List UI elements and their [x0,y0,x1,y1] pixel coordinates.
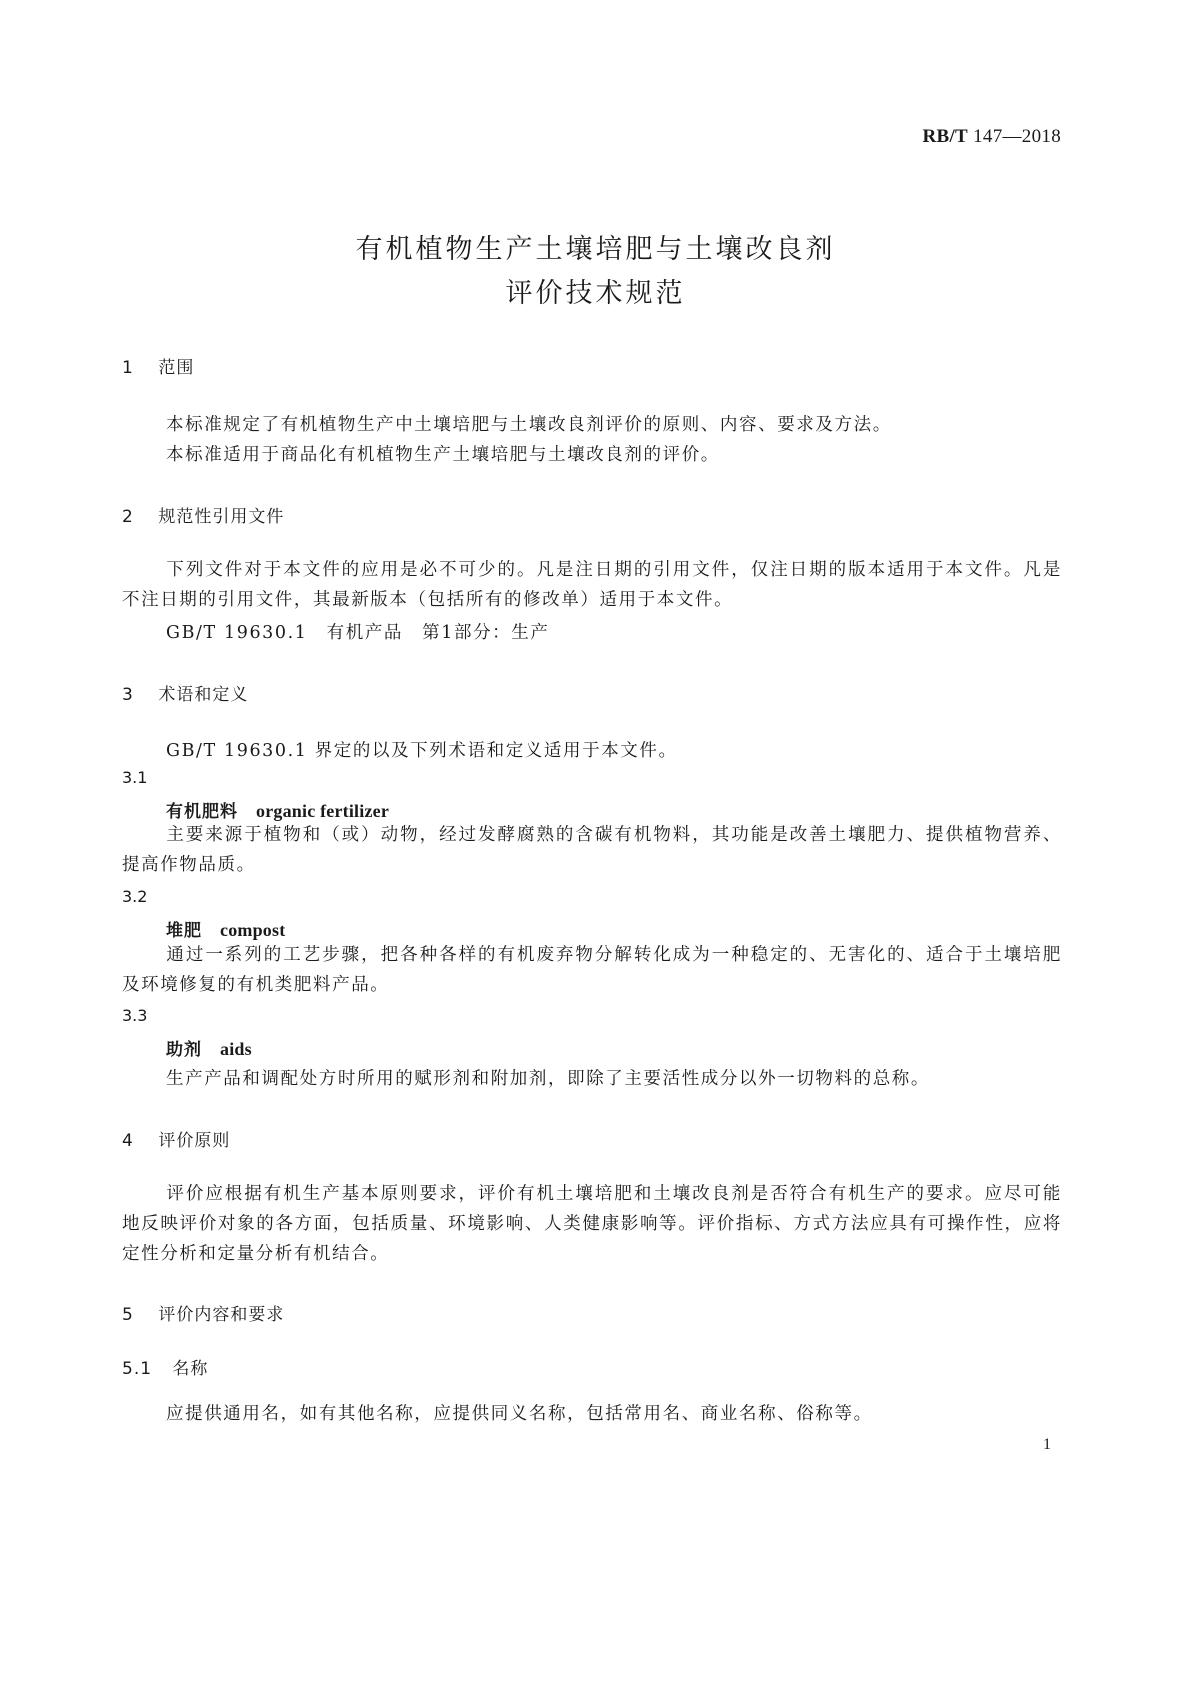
reference-item: GB/T 19630.1 有机产品 第1部分：生产 [166,623,550,643]
page-number: 1 [1043,1436,1051,1453]
term-number: 3.2 [122,887,148,906]
term-definition [122,940,1062,1000]
section-number: 1 [122,358,134,378]
section-heading-terms-definitions [122,680,248,705]
subsection-heading-name [122,1354,208,1379]
section-title: 规范性引用文件 [158,507,285,527]
term-zh: 助剂 [166,1040,202,1060]
term-number: 3.1 [122,768,148,787]
term-definition: 生产产品和调配处方时所用的赋形剂和附加剂，即除了主要活性成分以外一切物料的总称。 [166,1069,930,1089]
section-number: 3 [122,685,134,705]
section-number: 2 [122,507,134,527]
scope-paragraph-1: 本标准规定了有机植物生产中土壤培肥与土壤改良剂评价的原则、内容、要求及方法。 [166,415,892,435]
document-title-line1: 有机植物生产土壤培肥与土壤改良剂 [355,234,836,265]
section-heading-normative-references [122,502,284,527]
standard-prefix: RB/T [922,126,969,147]
section-title: 术语和定义 [158,685,249,705]
term-definition-text: 主要来源于植物和（或）动物，经过发酵腐熟的含碳有机物料，其功能是改善土壤肥力、提供植物营养、提高作物品质。 [122,825,1062,875]
term-definition [122,820,1062,880]
term-heading [166,916,285,941]
document-title-line2: 评价技术规范 [505,278,686,309]
subsection-title: 名称 [172,1359,209,1379]
term-en: organic fertilizer [256,801,390,821]
references-paragraph [122,555,1062,615]
standard-number: 147—2018 [973,126,1061,147]
section-number: 5 [122,1305,134,1325]
term-heading [166,1035,252,1060]
section-heading-evaluation-principles [122,1126,230,1151]
term-en: aids [220,1039,252,1059]
subsection-number: 5.1 [122,1359,153,1379]
section-title: 范围 [158,358,195,378]
standard-code [922,126,1061,148]
references-text: 下列文件对于本文件的应用是必不可少的。凡是注日期的引用文件，仅注日期的版本适用于本文件。凡是不注日期的引用文件，其最新版本（包括所有的修改单）适用于本文件。 [122,560,1062,610]
scope-paragraph-2: 本标准适用于商品化有机植物生产土壤培肥与土壤改良剂的评价。 [166,445,720,465]
term-number: 3.3 [122,1006,148,1025]
section-title: 评价原则 [158,1131,231,1151]
name-paragraph: 应提供通用名，如有其他名称，应提供同义名称，包括常用名、商业名称、俗称等。 [166,1404,873,1424]
term-heading [166,797,389,822]
term-definition-text: 通过一系列的工艺步骤，把各种各样的有机废弃物分解转化成为一种稳定的、无害化的、适合于土壤培肥及环境修复的有机类肥料产品。 [122,945,1062,995]
term-zh: 堆肥 [166,921,202,941]
principles-paragraph [122,1179,1062,1269]
section-number: 4 [122,1131,134,1151]
section-title: 评价内容和要求 [158,1305,285,1325]
term-en: compost [220,920,286,940]
principles-text: 评价应根据有机生产基本原则要求，评价有机土壤培肥和土壤改良剂是否符合有机生产的要求。应尽可能地反映评价对象的各方面，包括质量、环境影响、人类健康影响等。评价指标、方式方法应具有可操作性，应将定性分析和定量分析有机结合。 [122,1184,1062,1264]
section-heading-evaluation-content [122,1300,284,1325]
term-zh: 有机肥料 [166,802,238,822]
terms-intro: GB/T 19630.1 界定的以及下列术语和定义适用于本文件。 [166,741,678,761]
section-heading-scope [122,353,194,378]
